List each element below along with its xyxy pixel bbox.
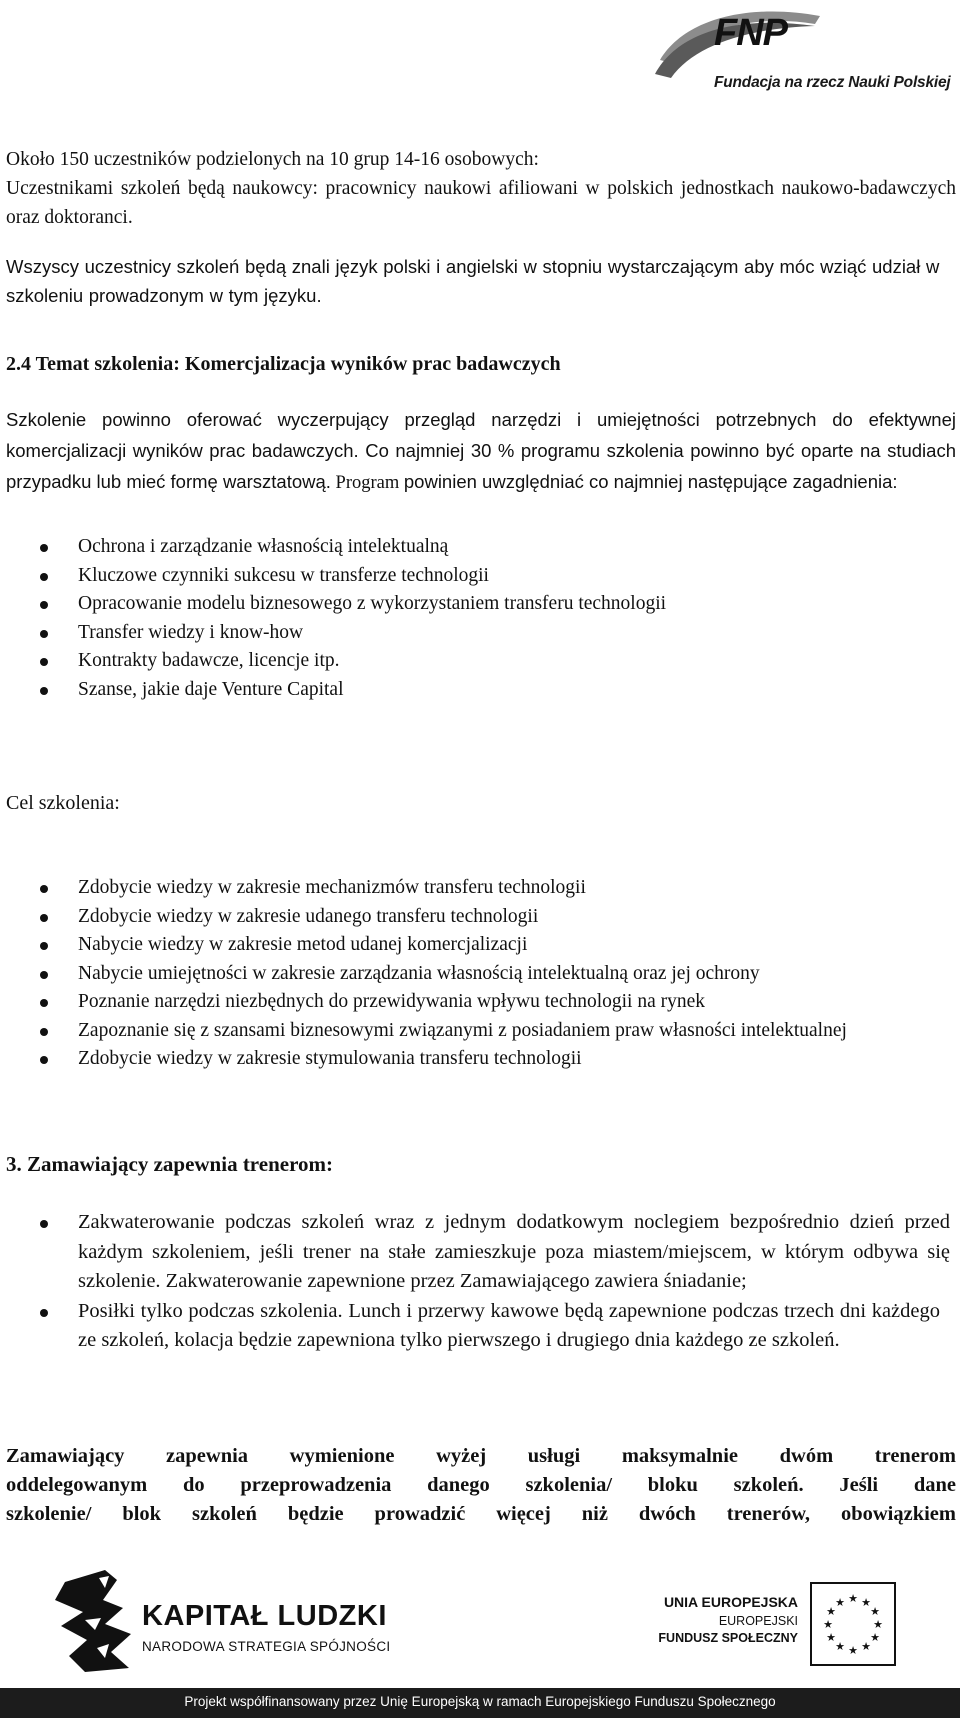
list-item: Kontrakty badawcze, licencje itp. bbox=[0, 647, 950, 676]
bullet-icon bbox=[40, 999, 48, 1007]
list-item: Opracowanie modelu biznesowego z wykorzystaniem transferu technologii bbox=[0, 590, 950, 619]
bullet-icon bbox=[40, 942, 48, 950]
closing-line-1: Zamawiający zapewnia wymienione wyżej usługi maksymalnie dwóm trenerom bbox=[6, 1445, 956, 1467]
intro-line-2: Uczestnikami szkoleń będą naukowcy: pracownicy naukowi afiliowani w polskich jednostkach naukowo-badawczych oraz doktoranci. bbox=[6, 178, 956, 228]
svg-text:★: ★ bbox=[873, 1618, 883, 1631]
eu-flag-icon bbox=[810, 1582, 896, 1666]
svg-text:★: ★ bbox=[826, 1605, 836, 1618]
bullet-icon bbox=[40, 573, 48, 581]
closing-line-2: oddelegowanym do przeprowadzenia danego szkolenia/ bloku szkoleń. Jeśli dane bbox=[6, 1474, 956, 1496]
footer-text: Projekt współfinansowany przez Unię Europejską w ramach Europejskiego Funduszu Społecznego bbox=[184, 1694, 776, 1709]
bullet-icon bbox=[40, 601, 48, 609]
list-item: Nabycie wiedzy w zakresie metod udanej komercjalizacji bbox=[0, 931, 950, 960]
list-item: Zdobycie wiedzy w zakresie mechanizmów transferu technologii bbox=[0, 874, 950, 903]
bullet-icon bbox=[40, 544, 48, 552]
section-2-4-intro-serif: Program bbox=[335, 473, 400, 493]
list-item: Transfer wiedzy i know-how bbox=[0, 619, 950, 648]
trainer-services-list bbox=[0, 1208, 960, 1356]
kapital-ludzki-title: KAPITAŁ LUDZKI bbox=[142, 1600, 387, 1632]
fnp-logo-text: FNP bbox=[714, 12, 787, 54]
svg-text:★: ★ bbox=[861, 1640, 871, 1653]
bullet-icon bbox=[40, 687, 48, 695]
list-item: Ochrona i zarządzanie własnością intelektualną bbox=[0, 533, 950, 562]
bullet-icon bbox=[40, 658, 48, 666]
svg-text:★: ★ bbox=[823, 1618, 833, 1631]
svg-text:★: ★ bbox=[870, 1631, 880, 1644]
list-item: Nabycie umiejętności w zakresie zarządzania własnością intelektualną oraz jej ochrony bbox=[0, 960, 950, 989]
closing-line-3: szkolenie/ blok szkoleń będzie prowadzić więcej niż dwóch trenerów, obowiązkiem bbox=[6, 1503, 956, 1525]
bullet-icon bbox=[40, 1309, 48, 1317]
svg-text:★: ★ bbox=[835, 1640, 845, 1653]
section-2-4-intro bbox=[6, 405, 956, 498]
svg-text:★: ★ bbox=[835, 1596, 845, 1609]
svg-text:★: ★ bbox=[870, 1605, 880, 1618]
fnp-logo-subtitle: Fundacja na rzecz Nauki Polskiej bbox=[714, 74, 951, 91]
bullet-icon bbox=[40, 630, 48, 638]
list-item: Zakwaterowanie podczas szkoleń wraz z jednym dodatkowym noclegiem bezpośrednio dzień przed każdym szkoleniem, jeśli trener na stałe zamieszkuje poza miastem/miejscem, w którym odbywa się szkolenie. Zakwaterowanie zapewnione przez Zamawiającego zawiera śniadanie; bbox=[0, 1208, 950, 1297]
kapital-ludzki-subtitle: NARODOWA STRATEGIA SPÓJNOŚCI bbox=[142, 1639, 391, 1654]
svg-text:★: ★ bbox=[848, 1592, 858, 1605]
eu-logo-line-3: FUNDUSZ SPOŁECZNY bbox=[658, 1631, 798, 1645]
goal-label: Cel szkolenia: bbox=[6, 792, 120, 814]
section-2-4-heading: 2.4 Temat szkolenia: Komercjalizacja wyników prac badawczych bbox=[6, 353, 561, 375]
section-2-4-intro-sans: Szkolenie powinno oferować wyczerpujący przegląd narzędzi i umiejętności potrzebnych do efektywnej komercjalizacji wyników prac badawczych. Co najmniej 30 % programu szkolenia powinno być oparte na studiach przypadku lub mieć formę warsztatową. bbox=[6, 409, 956, 492]
intro-line-1: Około 150 uczestników podzielonych na 10 grup 14-16 osobowych: bbox=[6, 149, 539, 170]
list-item: Poznanie narzędzi niezbędnych do przewidywania wpływu technologii na rynek bbox=[0, 988, 950, 1017]
list-item: Zdobycie wiedzy w zakresie udanego transferu technologii bbox=[0, 903, 950, 932]
goals-list bbox=[0, 874, 960, 1074]
list-item: Kluczowe czynniki sukcesu w transferze technologii bbox=[0, 562, 950, 591]
list-item: Zapoznanie się z szansami biznesowymi związanymi z posiadaniem praw własności intelektualnej bbox=[0, 1017, 950, 1046]
list-item: Szanse, jakie daje Venture Capital bbox=[0, 676, 950, 705]
bullet-icon bbox=[40, 971, 48, 979]
bullet-icon bbox=[40, 1220, 48, 1228]
list-item: Posiłki tylko podczas szkolenia. Lunch i przerwy kawowe będą zapewnione podczas trzech dni każdego ze szkoleń, kolacja będzie zapewniona tylko pierwszego i drugiego dnia każdego ze szkoleń. bbox=[0, 1297, 940, 1356]
svg-text:★: ★ bbox=[826, 1631, 836, 1644]
topics-list bbox=[0, 533, 960, 704]
eu-logo-line-2: EUROPEJSKI bbox=[718, 1614, 798, 1628]
intro-line-3: Wszyscy uczestnicy szkoleń będą znali język polski i angielski w stopniu wystarczającym aby móc wziąć udział w szkoleniu prowadzonym w tym języku. bbox=[6, 256, 940, 306]
section-2-4-intro-line4: powinien uwzględniać co najmniej następujące zagadnienia: bbox=[403, 471, 898, 492]
svg-text:★: ★ bbox=[848, 1644, 858, 1657]
bullet-icon bbox=[40, 1056, 48, 1064]
bullet-icon bbox=[40, 1028, 48, 1036]
bullet-icon bbox=[40, 885, 48, 893]
list-item: Zdobycie wiedzy w zakresie stymulowania transferu technologii bbox=[0, 1045, 950, 1074]
eu-logo-line-1: UNIA EUROPEJSKA bbox=[663, 1594, 798, 1610]
svg-text:★: ★ bbox=[861, 1596, 871, 1609]
bullet-icon bbox=[40, 914, 48, 922]
section-3-heading: 3. Zamawiający zapewnia trenerom: bbox=[6, 1152, 333, 1176]
